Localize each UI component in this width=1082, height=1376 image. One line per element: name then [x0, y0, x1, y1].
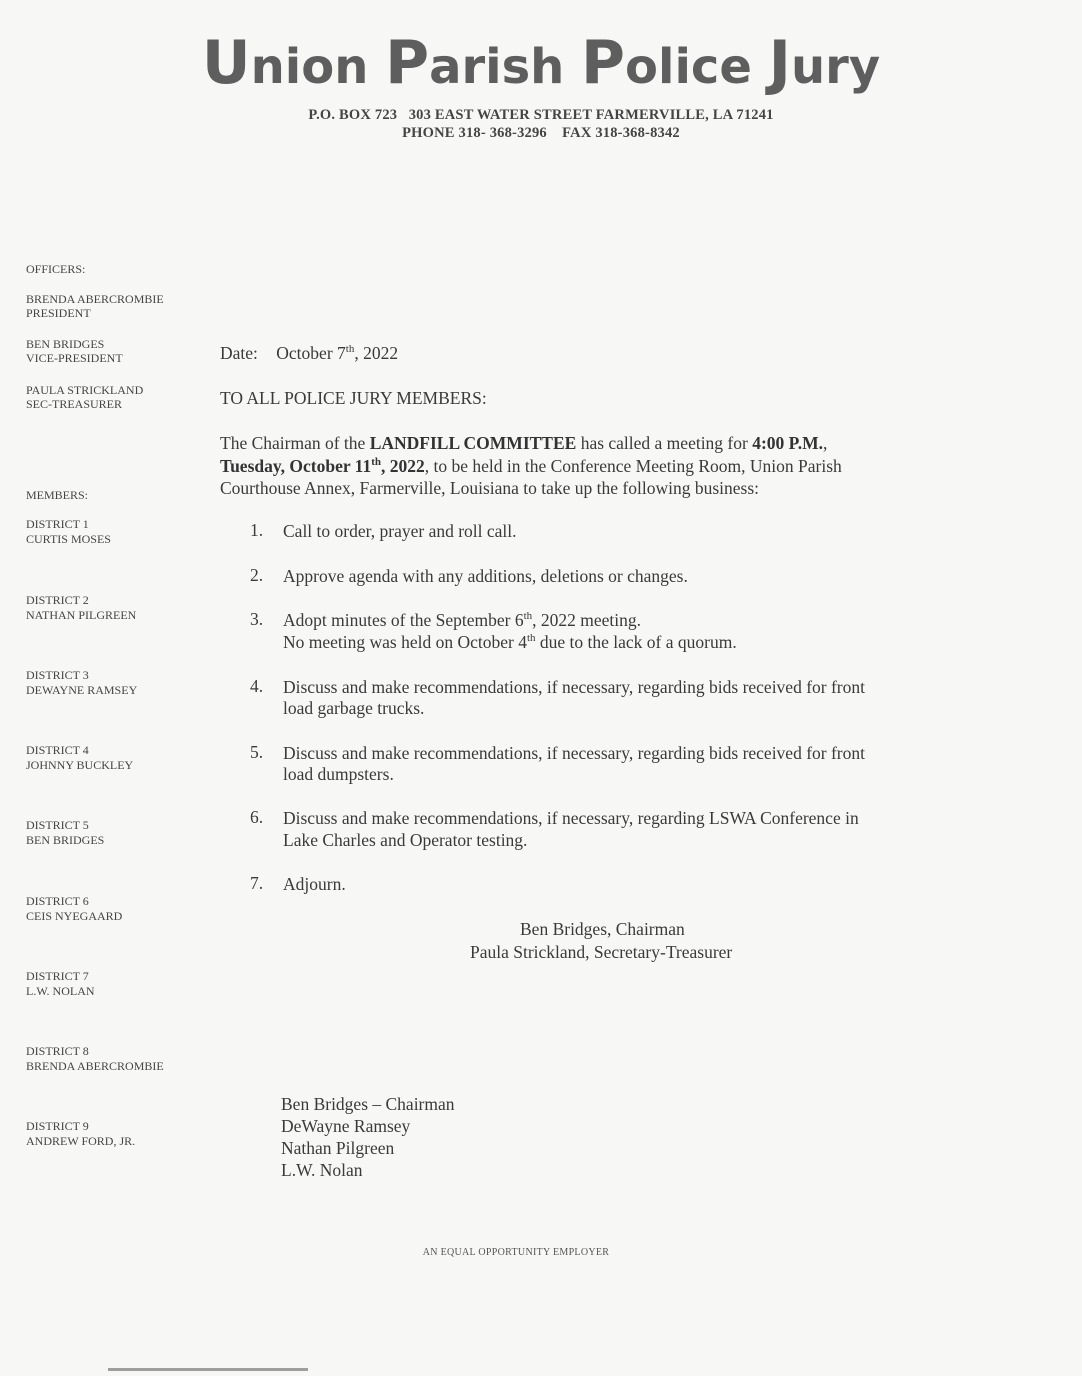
footer-text: AN EQUAL OPPORTUNITY EMPLOYER — [422, 1247, 610, 1258]
officers-heading: OFFICERS: — [26, 262, 86, 276]
agenda-item-number: 3. — [250, 609, 264, 629]
salutation: TO ALL POLICE JURY MEMBERS: — [220, 388, 487, 408]
name-initial: P — [581, 28, 626, 98]
agenda-item-text — [283, 631, 737, 653]
agenda-item-text: Adjourn. — [283, 874, 346, 894]
agenda-item-number: 1. — [250, 520, 264, 540]
intro-text: The Chairman of the — [220, 433, 370, 453]
agenda-item-text: load dumpsters. — [283, 764, 394, 784]
intro-text: , to be held in the Conference Meeting Room, Union Parish — [424, 456, 842, 476]
intro-line-2 — [220, 455, 842, 477]
member-name: JOHNNY BUCKLEY — [26, 758, 134, 772]
date-line — [220, 342, 398, 364]
agenda-item-text: Call to order, prayer and roll call. — [283, 521, 517, 541]
district-label: DISTRICT 9 — [26, 1119, 89, 1133]
name-rest: olice — [625, 39, 769, 95]
page-edge-rule — [108, 1368, 308, 1371]
name-rest: ury — [790, 39, 881, 95]
date-value: October 7 — [276, 343, 346, 363]
committee-member: DeWayne Ramsey — [281, 1116, 411, 1136]
agenda-item-text: load garbage trucks. — [283, 698, 425, 718]
officer-name: BEN BRIDGES — [26, 337, 105, 351]
agenda-item-text: Approve agenda with any additions, deletions or changes. — [283, 566, 688, 586]
committee-member: L.W. Nolan — [281, 1160, 363, 1180]
name-initial: U — [201, 28, 251, 98]
agenda-item-text: Discuss and make recommendations, if necessary, regarding bids received for front — [283, 677, 865, 697]
signature-chairman: Ben Bridges, Chairman — [520, 919, 685, 939]
phone-fax-line: PHONE 318- 368-3296 FAX 318-368-8342 — [402, 125, 680, 141]
officer-name: BRENDA ABERCROMBIE — [26, 292, 164, 306]
date-suffix: th — [345, 343, 355, 356]
agenda-item-text — [283, 609, 641, 631]
agenda-text: No meeting was held on October 4 — [283, 632, 527, 652]
committee-member: Nathan Pilgreen — [281, 1138, 395, 1158]
committee-name: LANDFILL COMMITTEE — [369, 433, 577, 453]
meeting-day-year: , 2022 — [381, 456, 425, 476]
agenda-item-text: Lake Charles and Operator testing. — [283, 830, 528, 850]
district-label: DISTRICT 5 — [26, 818, 89, 832]
member-name: ANDREW FORD, JR. — [26, 1134, 136, 1148]
officer-title: VICE-PRESIDENT — [26, 351, 123, 365]
member-name: NATHAN PILGREEN — [26, 608, 137, 622]
agenda-text: , 2022 meeting. — [532, 610, 642, 630]
signature-secretary: Paula Strickland, Secretary-Treasurer — [470, 942, 733, 962]
agenda-item-text: Discuss and make recommendations, if necessary, regarding bids received for front — [283, 743, 865, 763]
meeting-day-text: Tuesday, October 11 — [220, 456, 372, 476]
member-name: BRENDA ABERCROMBIE — [26, 1059, 164, 1073]
meeting-time: 4:00 P.M. — [752, 433, 824, 453]
district-label: DISTRICT 3 — [26, 668, 89, 682]
intro-text: has called a meeting for — [576, 433, 753, 453]
intro-line-1 — [220, 432, 827, 454]
member-name: L.W. NOLAN — [26, 984, 95, 998]
meeting-day-suffix: th — [371, 456, 381, 469]
intro-text: , — [823, 433, 828, 453]
ordinal-suffix: th — [526, 632, 536, 645]
district-label: DISTRICT 8 — [26, 1044, 89, 1058]
ordinal-suffix: th — [523, 610, 533, 623]
name-initial: P — [385, 28, 430, 98]
committee-member: Ben Bridges – Chairman — [281, 1094, 455, 1114]
address-line: P.O. BOX 723 303 EAST WATER STREET FARMERVILLE, LA 71241 — [308, 107, 774, 123]
agenda-text: Adopt minutes of the September 6 — [283, 610, 524, 630]
district-label: DISTRICT 1 — [26, 517, 89, 531]
officer-name: PAULA STRICKLAND — [26, 383, 144, 397]
district-label: DISTRICT 4 — [26, 743, 89, 757]
agenda-item-number: 2. — [250, 565, 264, 585]
district-label: DISTRICT 2 — [26, 593, 89, 607]
meeting-day — [220, 456, 425, 476]
member-name: DEWAYNE RAMSEY — [26, 683, 138, 697]
district-label: DISTRICT 6 — [26, 894, 89, 908]
agenda-item-number: 6. — [250, 807, 264, 827]
member-name: CURTIS MOSES — [26, 532, 111, 546]
organization-name — [0, 28, 1082, 98]
agenda-item-number: 7. — [250, 873, 264, 893]
officer-title: PRESIDENT — [26, 306, 91, 320]
agenda-item-text: Discuss and make recommendations, if necessary, regarding LSWA Conference in — [283, 808, 859, 828]
member-name: CEIS NYEGAARD — [26, 909, 123, 923]
name-rest: arish — [429, 39, 582, 95]
members-heading: MEMBERS: — [26, 488, 89, 502]
agenda-text: due to the lack of a quorum. — [535, 632, 737, 652]
intro-line-3: Courthouse Annex, Farmerville, Louisiana to take up the following business: — [220, 478, 760, 498]
date-year: , 2022 — [354, 343, 399, 363]
district-label: DISTRICT 7 — [26, 969, 89, 983]
member-name: BEN BRIDGES — [26, 833, 105, 847]
name-rest: nion — [250, 39, 386, 95]
agenda-item-number: 4. — [250, 676, 264, 696]
officer-title: SEC-TREASURER — [26, 397, 123, 411]
date-label: Date: — [220, 343, 258, 363]
name-initial: J — [768, 28, 791, 98]
agenda-item-number: 5. — [250, 742, 264, 762]
